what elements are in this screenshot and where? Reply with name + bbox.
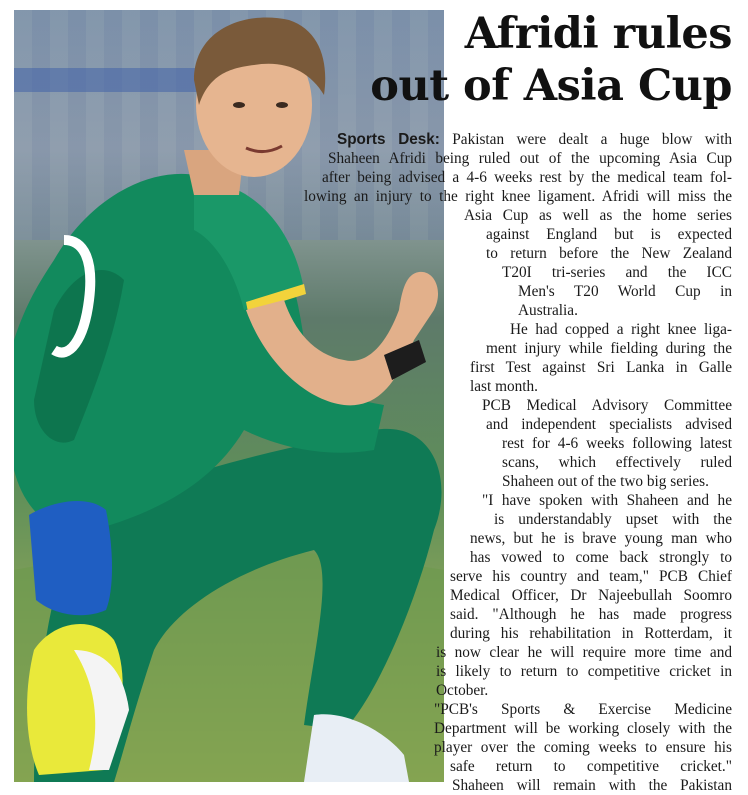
article-line: has vowed to come back strongly to	[470, 549, 732, 566]
article-line: October.	[436, 682, 489, 699]
article-line: last month.	[470, 378, 538, 395]
headline-line-1: Afridi rules	[464, 9, 732, 59]
article-line: ment injury while fielding during the	[486, 340, 732, 357]
article-line: Department will be working closely with the	[434, 720, 732, 737]
article-line: serve his country and team," PCB Chief	[450, 568, 732, 585]
article-line: during his rehabilitation in Rotterdam, it	[450, 625, 732, 642]
article-line: "I have spoken with Shaheen and he	[482, 492, 732, 509]
article-line: Asia Cup as well as the home series	[464, 207, 732, 224]
headline-line-2: out of Asia Cup	[370, 61, 732, 111]
article-line: rest for 4-6 weeks following latest	[502, 435, 732, 452]
article-line: and independent specialists advised	[486, 416, 732, 433]
article-line: news, but he is brave young man who	[470, 530, 732, 547]
article-line: safe return to competitive cricket."	[450, 758, 732, 775]
article-line: Shaheen will remain with the Pakistan	[452, 777, 732, 794]
article-line: Australia.	[518, 302, 578, 319]
article-line: player over the coming weeks to ensure his	[434, 739, 732, 756]
article-line: Shaheen out of the two big series.	[502, 473, 709, 490]
article-line: is understandably upset with the	[494, 511, 732, 528]
article-line: against England but is expected	[486, 226, 732, 243]
article-line: PCB Medical Advisory Committee	[482, 397, 732, 414]
article-line: first Test against Sri Lanka in Galle	[470, 359, 732, 376]
article-line: Medical Officer, Dr Najeebullah Soomro	[450, 587, 732, 604]
article-line: lowing an injury to the right knee ligament. Afridi will miss the	[304, 188, 732, 205]
article-line: is now clear he will require more time and	[436, 644, 732, 661]
article-line: scans, which effectively ruled	[502, 454, 732, 471]
dateline: Sports Desk:	[337, 131, 440, 148]
headline	[312, 8, 732, 112]
article-line: is likely to return to competitive cricket in	[436, 663, 732, 680]
article-line: Shaheen Afridi being ruled out of the upcoming Asia Cup	[328, 150, 732, 167]
article-line: "PCB's Sports & Exercise Medicine	[434, 701, 732, 718]
player-photo	[14, 10, 444, 782]
article-line: T20I tri-series and the ICC	[502, 264, 732, 281]
article-line: Men's T20 World Cup in	[518, 283, 732, 300]
article-line: to return before the New Zealand	[486, 245, 732, 262]
article-line: after being advised a 4-6 weeks rest by the medical team fol-	[322, 169, 732, 186]
article-line: Sports Desk: Pakistan were dealt a huge blow with	[337, 131, 732, 148]
article-line: said. "Although he has made progress	[450, 606, 732, 623]
article-line: He had copped a right knee liga-	[510, 321, 732, 338]
cricketer-illustration	[14, 10, 444, 782]
